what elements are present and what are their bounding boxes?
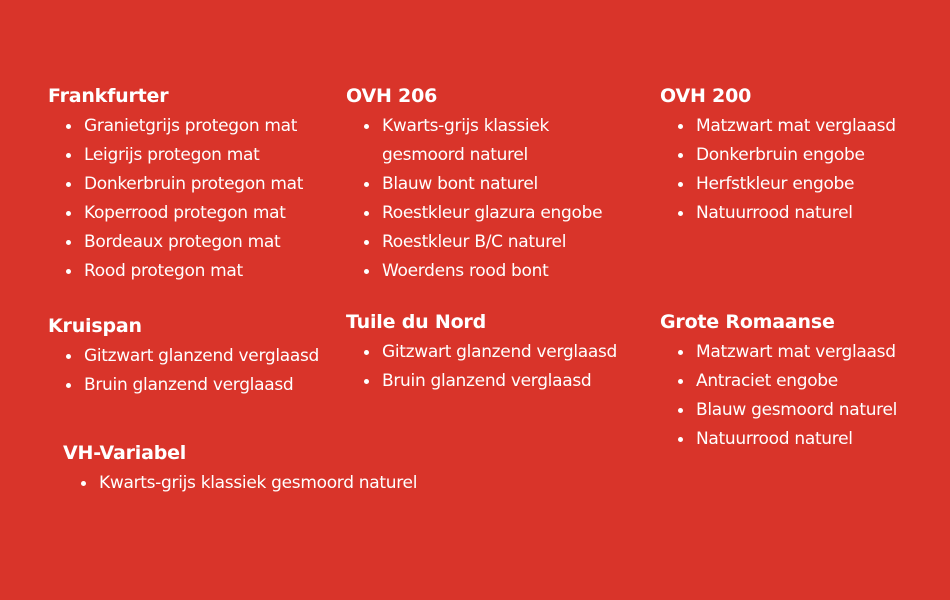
group-frankfurter [48, 83, 303, 286]
list-item: Natuurrood naturel [696, 199, 896, 228]
list-item: Donkerbruin protegon mat [84, 170, 303, 199]
list-item: Bruin glanzend verglaasd [382, 367, 617, 396]
group-title: Frankfurter [48, 85, 169, 107]
item-list [346, 112, 631, 286]
group-kruispan [48, 313, 319, 400]
item-list [660, 338, 897, 454]
list-item: Natuurrood naturel [696, 425, 897, 454]
item-list [63, 469, 417, 498]
list-item: Woerdens rood bont [382, 257, 631, 286]
group-ovh-206 [346, 83, 631, 286]
list-item: Matzwart mat verglaasd [696, 112, 896, 141]
list-item: Bordeaux protegon mat [84, 228, 303, 257]
group-title: OVH 200 [660, 85, 752, 107]
list-item: Gitzwart glanzend verglaasd [382, 338, 617, 367]
list-item: Granietgrijs protegon mat [84, 112, 303, 141]
item-list [346, 338, 617, 396]
list-item: Koperrood protegon mat [84, 199, 303, 228]
group-title: Tuile du Nord [346, 311, 486, 333]
list-item: Blauw bont naturel [382, 170, 631, 199]
group-title: OVH 206 [346, 85, 438, 107]
group-title: Grote Romaanse [660, 311, 835, 333]
list-item: Rood protegon mat [84, 257, 303, 286]
list-item: Kwarts-grijs klassiek gesmoord naturel [382, 112, 631, 170]
group-title: VH-Variabel [63, 442, 187, 464]
item-list [48, 342, 319, 400]
group-tuile-du-nord [346, 309, 617, 396]
list-item: Matzwart mat verglaasd [696, 338, 897, 367]
group-grote-romaanse [660, 309, 897, 454]
group-ovh-200 [660, 83, 896, 228]
group-title: Kruispan [48, 315, 142, 337]
list-item: Donkerbruin engobe [696, 141, 896, 170]
list-item: Blauw gesmoord naturel [696, 396, 897, 425]
item-list [48, 112, 303, 286]
list-item: Gitzwart glanzend verglaasd [84, 342, 319, 371]
list-item: Antraciet engobe [696, 367, 897, 396]
list-item: Leigrijs protegon mat [84, 141, 303, 170]
list-item: Roestkleur B/C naturel [382, 228, 631, 257]
item-list [660, 112, 896, 228]
list-item: Roestkleur glazura engobe [382, 199, 631, 228]
list-item: Bruin glanzend verglaasd [84, 371, 319, 400]
list-item: Herfstkleur engobe [696, 170, 896, 199]
list-item: Kwarts-grijs klassiek gesmoord naturel [99, 469, 417, 498]
group-vh-variabel [63, 440, 417, 498]
